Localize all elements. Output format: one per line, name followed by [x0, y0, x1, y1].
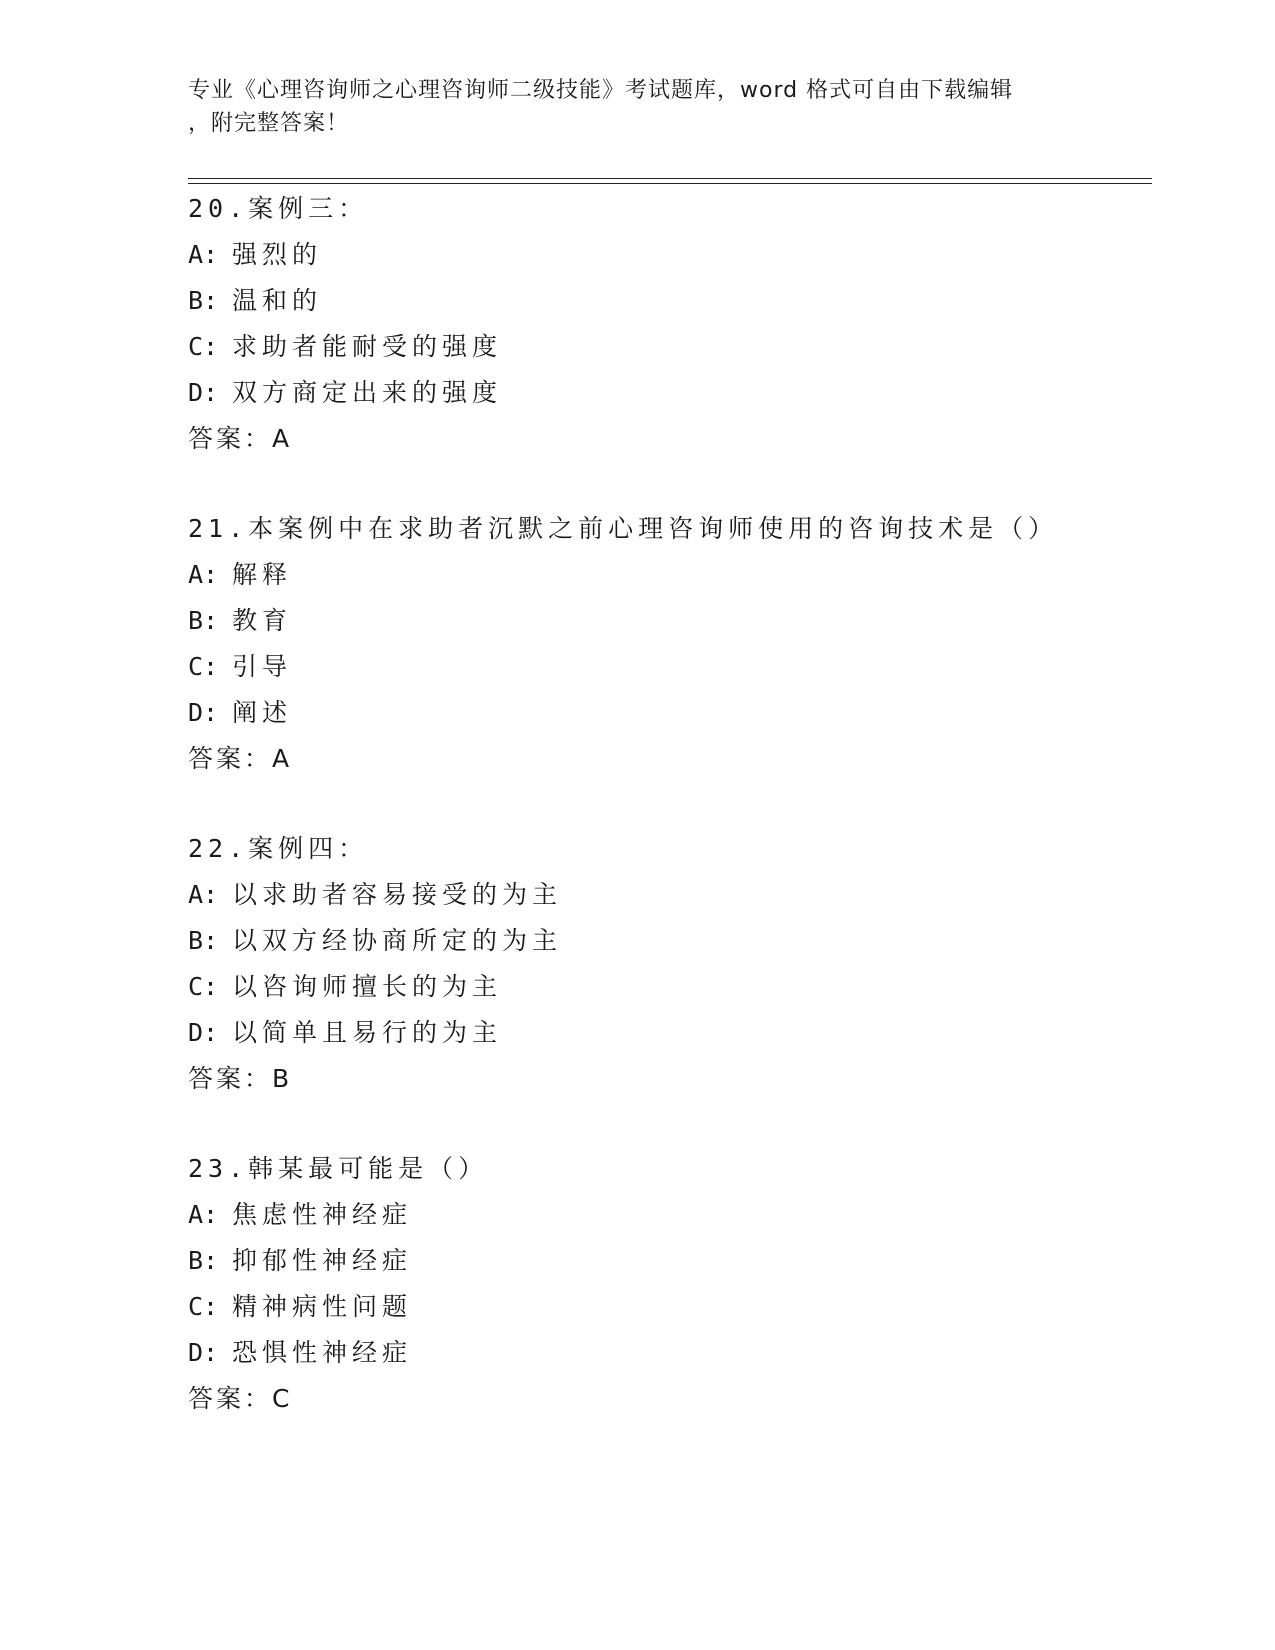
option-label: C:	[188, 1292, 219, 1321]
header-line-2: ，附完整答案！	[188, 111, 350, 136]
option-d	[188, 690, 1148, 736]
option-c	[188, 1284, 1148, 1330]
option-b	[188, 1238, 1148, 1284]
answer: 答案：C	[188, 1384, 293, 1413]
question-21	[188, 506, 1148, 782]
question-stem: 20.案例三：	[188, 194, 369, 223]
question-20	[188, 186, 1148, 462]
question-stem: 21.本案例中在求助者沉默之前心理咨询师使用的咨询技术是（）	[188, 514, 1059, 543]
option-label: C:	[188, 972, 219, 1001]
option-text: 双方商定出来的强度	[232, 378, 503, 407]
option-text: 引导	[232, 652, 293, 681]
option-text: 强烈的	[232, 240, 323, 269]
option-d	[188, 370, 1148, 416]
question-23	[188, 1146, 1148, 1422]
option-label: A:	[188, 560, 219, 589]
option-text: 焦虑性神经症	[232, 1200, 413, 1229]
option-text: 解释	[232, 560, 293, 589]
option-label: D:	[188, 1338, 219, 1367]
option-text: 温和的	[232, 286, 323, 315]
answer: 答案：A	[188, 744, 293, 773]
option-text: 阐述	[232, 698, 293, 727]
option-label: C:	[188, 652, 219, 681]
option-label: D:	[188, 1018, 219, 1047]
option-text: 以简单且易行的为主	[232, 1018, 503, 1047]
option-label: D:	[188, 698, 219, 727]
option-label: B:	[188, 606, 219, 635]
option-c	[188, 324, 1148, 370]
question-stem: 22.案例四：	[188, 834, 369, 863]
option-label: B:	[188, 926, 219, 955]
option-text: 精神病性问题	[232, 1292, 413, 1321]
option-a	[188, 1192, 1148, 1238]
option-b	[188, 598, 1148, 644]
option-label: D:	[188, 378, 219, 407]
option-b	[188, 918, 1148, 964]
question-22	[188, 826, 1148, 1102]
option-a	[188, 872, 1148, 918]
document-header	[188, 74, 1088, 140]
option-a	[188, 232, 1148, 278]
option-label: C:	[188, 332, 219, 361]
option-label: B:	[188, 1246, 219, 1275]
option-c	[188, 644, 1148, 690]
option-text: 以求助者容易接受的为主	[232, 880, 563, 909]
option-c	[188, 964, 1148, 1010]
option-label: A:	[188, 240, 219, 269]
option-label: B:	[188, 286, 219, 315]
option-label: A:	[188, 880, 219, 909]
option-text: 教育	[232, 606, 293, 635]
option-b	[188, 278, 1148, 324]
option-d	[188, 1010, 1148, 1056]
option-text: 以咨询师擅长的为主	[232, 972, 503, 1001]
option-text: 求助者能耐受的强度	[232, 332, 503, 361]
option-a	[188, 552, 1148, 598]
header-divider-bottom	[188, 183, 1152, 184]
option-text: 以双方经协商所定的为主	[232, 926, 563, 955]
header-divider-top	[188, 178, 1152, 179]
answer: 答案：B	[188, 1064, 293, 1093]
option-text: 抑郁性神经症	[232, 1246, 413, 1275]
option-label: A:	[188, 1200, 219, 1229]
header-line-1: 专业《心理咨询师之心理咨询师二级技能》考试题库，word 格式可自由下载编辑	[188, 78, 1014, 103]
option-text: 恐惧性神经症	[232, 1338, 413, 1367]
answer: 答案：A	[188, 424, 293, 453]
option-d	[188, 1330, 1148, 1376]
question-stem: 23.韩某最可能是（）	[188, 1154, 489, 1183]
